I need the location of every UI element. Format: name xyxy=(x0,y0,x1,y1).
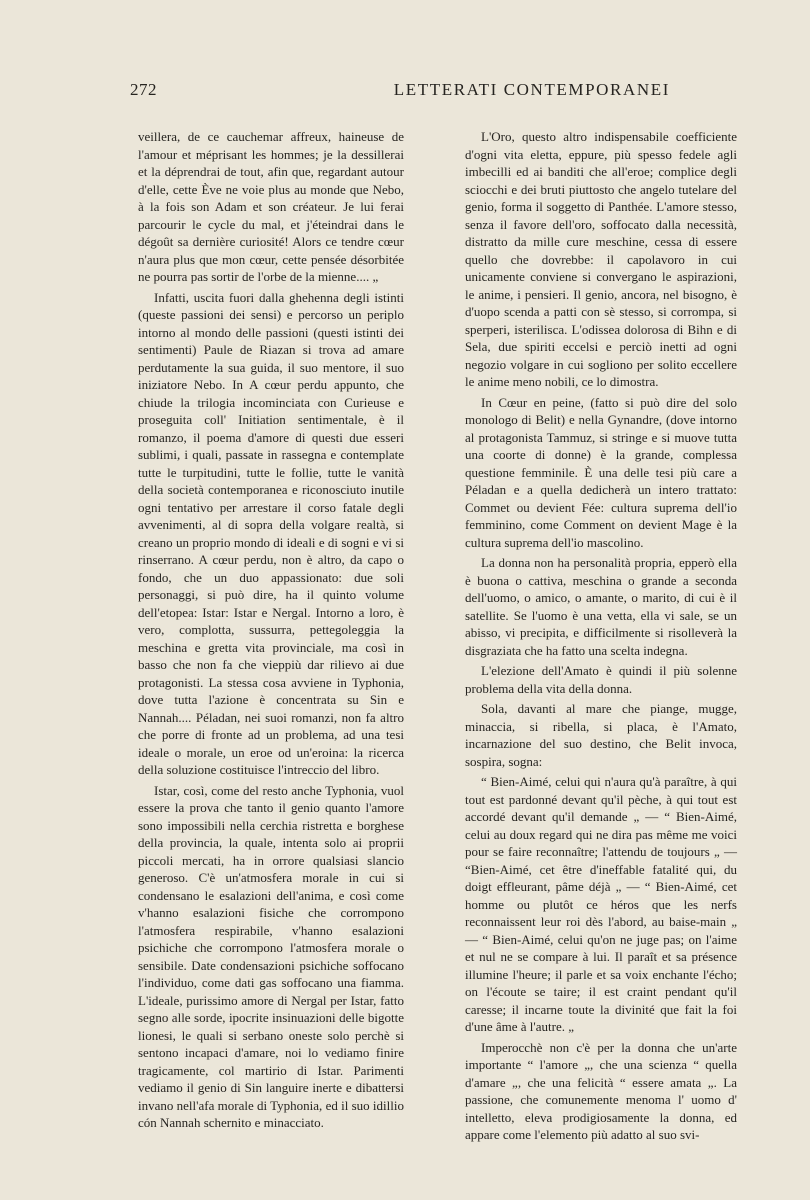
right-paragraph-4: L'elezione dell'Amato è quindi il più solenne problema della vita della donna. xyxy=(465,663,737,696)
left-paragraph-3: Istar, così, come del resto anche Typhonia, vuol essere la prova che tanto il genio quanto l'amore sono impossibili nella cerchia ristretta e borghese della provincia, la quale, intenta solo ai proprii piccoli mercati, ha in orrore qualsiasi slancio generoso. C'è un'atmosfera morale in cui si condensano le esalazioni dell'anima, e così come v'hanno esalazioni fisiche che corrompono l'atmosfera respirabile, v'hanno esalazioni psichiche che corrompono l'atmosfera morale o sensibile. Date condensazioni psichiche soffocano l'individuo, come dati gas soffocano una fiamma. L'ideale, purissimo amore di Nergal per Istar, fatto segno alle sorde, ipocrite insinuazioni delle bigotte lionesi, le quali si serbano oneste solo perchè si sentono incapaci d'amare, noi lo vediamo finire tragicamente, col martirio di Istar. Parimenti vediamo il genio di Sin languire inerte e dibattersi invano nell'afa morale di Typhonia, ed il suo idillio cón Nannah schernito e minacciato. xyxy=(138,782,404,1130)
running-title: LETTERATI CONTEMPORANEI xyxy=(393,80,670,99)
right-paragraph-2: In Cœur en peine, (fatto si può dire del solo monologo di Belit) e nella Gynandre, (dove intorno al protagonista Tammuz, si stringe e si muove tutta una coorte di donne) è la grande, complessa questione femminile. È una delle tesi più care a Péladan e a quella dedicherà un intero trattato: Commet ou devient Fée: cultura suprema dell'io femminino, come Comment on devient Mage è la cultura suprema dell'io mascolino. xyxy=(465,394,737,550)
page-number: 272 xyxy=(130,80,157,99)
right-paragraph-1: L'Oro, questo altro indispensabile coefficiente d'ogni vita eletta, eppure, più spesso fedele agli imbecilli ed ai banditi che all'eroe; complice degli sciocchi e dei bruti piuttosto che angelo tutelare del genio, forma il soggetto di Panthée. L'amore stesso, senza il favore dell'oro, soffocato dalla necessità, distratto da mille cure meschine, cessa di essere quello che dovrebbe: il capolavoro in cui unicamente conviene si convergano le aspirazioni, le anime, i pensieri. Il genio, ancora, nel bisogno, è d'uopo scenda a patti con sè stesso, si corrompa, si sperperi, isterilisca. L'odissea dolorosa di Bihn e di Sela, due spiriti eccelsi e perciò inetti ad ogni negozio volgare in cui sogliono per solito eccellere le anime meno nobili, ce lo dimostra. xyxy=(465,129,737,389)
left-column xyxy=(138,128,404,1135)
right-column xyxy=(465,128,737,1147)
left-paragraph-2: Infatti, uscita fuori dalla ghehenna degli istinti (queste passioni dei sensi) e percorso un periplo intorno al mondo delle passioni (questi istinti dei sentimenti) Paule de Riazan si trova ad amare perdutamente la sua guida, il suo mentore, il suo iniziatore Nebo. In A cœur perdu appunto, che chiude la trilogia incominciata con Curieuse e proseguita coll' Initiation sentimentale, è il romanzo, il poema d'amore di questi due esseri sublimi, i quali, passate in rassegna e contemplate tutte le turpitudini, tutte le follie, tutte le vanità della società contemporanea e riconosciuto inutile ogni tentativo per arrestare il corso fatale degli avvenimenti, al di sopra della volgare realtà, si creano un proprio mondo di ideali e di sogni e vi si rinserrano. A cœur perdu, non è altro, da capo o fondo, che un duo appassionato: due soli personaggi, si può dire, ha il quinto volume dell'etopea: Istar: Istar e Nergal. Intorno a loro, è vero, complotta, sussurra, pettegoleggia la meschina e gretta vita provinciale, ma così in basso che non fa che vieppiù dar rilievo ai due protagonisti. La stessa cosa avviene in Typhonia, dove tutta l'azione è concentrata su Sin e Nannah.... Péladan, nei suoi romanzi, non fa altro che porre di fronte ad un problema, ad una tesi ideale o morale, un eroe od un'eroina: la ricerca della soluzione costituisce l'intreccio del libro. xyxy=(138,289,404,777)
left-paragraph-1: veillera, de ce cauchemar affreux, haineuse de l'amour et méprisant les hommes; je la dessillerai et la déprendrai de tout, afin que, regardant autour d'elle, cette Ève ne voie plus au monde que Nebo, à la fois son Adam et son créateur. Je lui ferai parcourir le cycle du mal, et j'éteindrai dans le dégoût sa dernière curiosité! Alors ce tendre cœur n'aura plus que mon cœur, cette pensée désorbitée ne pourra pas sortir de l'orbe de la mienne.... „ xyxy=(138,129,404,284)
page-header xyxy=(130,80,670,104)
right-paragraph-6: “ Bien-Aimé, celui qui n'aura qu'à paraître, à qui tout est pardonné devant qu'il pèche, à qui tout est accordé devant qu'il demande „ — “ Bien-Aimé, celui au doux regard qui ne dira pas même me voici pour se faire reconnaître; l'attendu de toujours „ — “Bien-Aimé, cet être d'ineffable fatalité qui, du doigt effleurant, pâme déjà „ — “ Bien-Aimé, cet homme ou plutôt ce héros que les nerfs reconnaissent leur roi dès l'abord, au baise-main „ — “ Bien-Aimé, celui qu'on ne juge pas; on l'aime et nul ne se compare à lui. Il paraît et sa présence illumine l'heure; il parle et sa voix enchante l'écho; on l'écoute se taire; il est craint pendant qu'il caresse; il incarne toute la divinité que fait la foi d'une âme à l'autre. „ xyxy=(465,774,737,1034)
right-paragraph-5: Sola, davanti al mare che piange, mugge, minaccia, si ribella, si placa, è l'Amato, incarnazione del suo destino, che Belit invoca, sospira, sogna: xyxy=(465,701,737,769)
right-paragraph-7: Imperocchè non c'è per la donna che un'arte importante “ l'amore „, che una scienza “ quella d'amare „, che una felicità “ essere amata „. La passione, che comunemente menoma l' uomo d' intelletto, eleva prodigiosamente la donna, ed appare come l'elemento più adatto al suo svi- xyxy=(465,1039,737,1142)
right-paragraph-3: La donna non ha personalità propria, epperò ella è buona o cattiva, meschina o grande a seconda dell'uomo, o amico, o amante, o marito, di cui è il satellite. Se l'uomo è una vetta, ella vi sale, se un abisso, vi precipita, e difficilmente si risolleverà la disgraziata che ha fatto una scelta indegna. xyxy=(465,555,737,658)
